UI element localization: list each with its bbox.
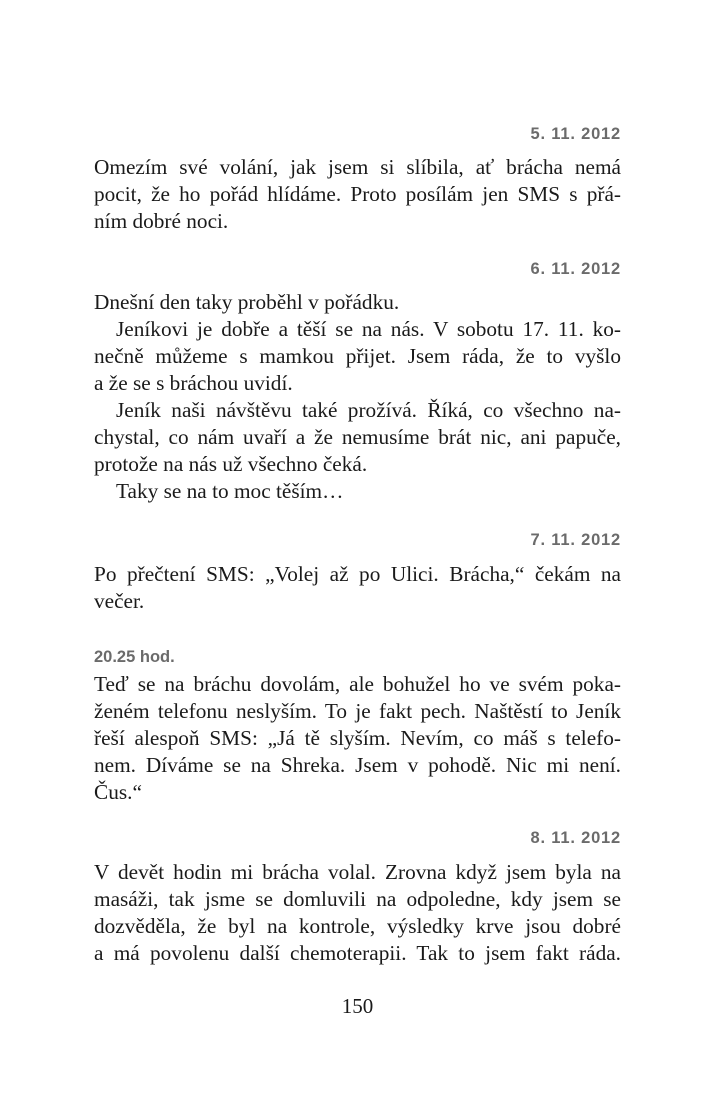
text-line: a že se s bráchou uvidí. bbox=[94, 371, 293, 395]
text-line: dozvěděla, že byl na kontrole, výsledky krve jsou dobré bbox=[94, 914, 621, 938]
text-line: řeší alespoň SMS: „Já tě slyším. Nevím, co máš s telefo- bbox=[94, 726, 621, 750]
text-line: nem. Díváme se na Shreka. Jsem v pohodě. Nic mi není. bbox=[94, 753, 621, 777]
page-number: 150 bbox=[341, 994, 374, 1018]
diary-entry bbox=[94, 289, 621, 505]
text-line: Teď se na bráchu dovolám, ale bohužel ho ve svém poka- bbox=[94, 672, 621, 696]
text-line: masáži, tak jsme se domluvili na odpoledne, kdy jsem se bbox=[94, 887, 621, 911]
text-line: Dnešní den taky proběhl v pořádku. bbox=[94, 290, 400, 314]
entry-date: 7. 11. 2012 bbox=[530, 531, 621, 549]
entry-date: 6. 11. 2012 bbox=[530, 260, 621, 278]
diary-entry bbox=[94, 671, 621, 806]
text-line: V devět hodin mi brácha volal. Zrovna když jsem byla na bbox=[94, 860, 621, 884]
text-line: Omezím své volání, jak jsem si slíbila, ať brácha nemá bbox=[94, 155, 621, 179]
text-line: ním dobré noci. bbox=[94, 209, 229, 233]
text-line: Jeníkovi je dobře a těší se na nás. V sobotu 17. 11. ko- bbox=[116, 317, 621, 341]
diary-entry bbox=[94, 859, 621, 967]
text-line: a má povolenu další chemoterapii. Tak to jsem fakt ráda. bbox=[94, 941, 621, 965]
text-line: pocit, že ho pořád hlídáme. Proto posílám jen SMS s přá- bbox=[94, 182, 621, 206]
diary-entry bbox=[94, 154, 621, 235]
entry-date: 5. 11. 2012 bbox=[530, 125, 621, 143]
book-page bbox=[94, 0, 621, 1093]
diary-entry bbox=[94, 561, 621, 615]
text-line: Taky se na to moc těším… bbox=[116, 479, 344, 503]
text-line: Po přečtení SMS: „Volej až po Ulici. Brácha,“ čekám na bbox=[94, 562, 621, 586]
text-line: ženém telefonu neslyším. To je fakt pech. Naštěstí to Jeník bbox=[94, 699, 621, 723]
text-line: protože na nás už všechno čeká. bbox=[94, 452, 368, 476]
text-line: večer. bbox=[94, 589, 145, 613]
entry-date: 8. 11. 2012 bbox=[530, 829, 621, 847]
text-line: Čus.“ bbox=[94, 780, 142, 804]
entry-time: 20.25 hod. bbox=[94, 648, 175, 666]
text-line: nečně můžeme s mamkou přijet. Jsem ráda, že to vyšlo bbox=[94, 344, 621, 368]
text-line: Jeník naši návštěvu také prožívá. Říká, co všechno na- bbox=[116, 398, 621, 422]
text-line: chystal, co nám uvaří a že nemusíme brát nic, ani papuče, bbox=[94, 425, 621, 449]
